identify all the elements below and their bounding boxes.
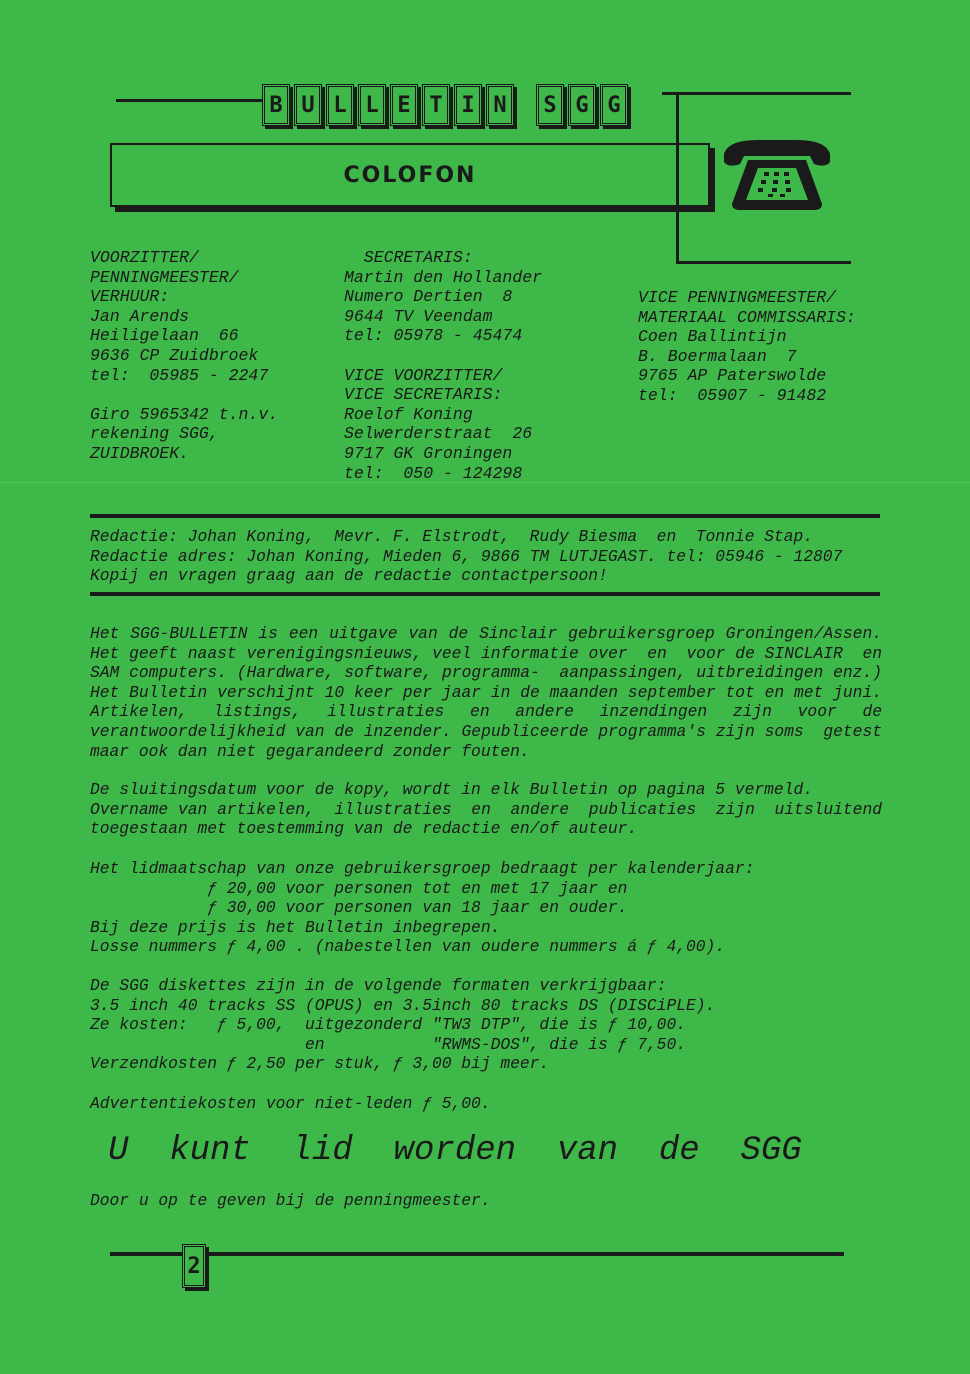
sluiting-line: Overname van artikelen, illustraties en andere publicaties zijn uitsluitend xyxy=(90,799,882,819)
intro-line: SAM computers. (Hardware, software, programma- aanpassingen, uitbreidingen enz.) xyxy=(90,663,882,683)
lidmaatschap-line: ƒ 20,00 voor personen tot en met 17 jaar en xyxy=(90,878,628,898)
join-subline xyxy=(90,1191,882,1211)
logo-letter-box: T xyxy=(422,84,450,126)
lidmaatschap-line: Losse nummers ƒ 4,00 . (nabestellen van oudere nummers á ƒ 4,00). xyxy=(90,937,726,957)
contact-line: tel: 05978 - 45474 xyxy=(344,326,523,346)
contact-line: MATERIAAL COMMISSARIS: xyxy=(638,307,856,327)
intro-line: maar ook dan niet gegarandeerd zonder fouten. xyxy=(90,741,530,761)
contact-line: VICE PENNINGMEESTER/ xyxy=(638,288,837,307)
contact-line: 9765 AP Paterswolde xyxy=(638,366,827,386)
diskettes-line: Verzendkosten ƒ 2,50 per stuk, ƒ 3,00 bij meer. xyxy=(90,1054,550,1074)
contact-line: ZUIDBROEK. xyxy=(90,443,190,463)
logo-letter-box: L xyxy=(358,84,386,126)
contact-line: tel: 05985 - 2247 xyxy=(90,365,269,385)
intro-line: Het Bulletin verschijnt 10 keer per jaar in de maanden september tot en met juni. xyxy=(90,682,882,702)
contact-line: 9644 TV Veendam xyxy=(344,306,493,326)
logo-letter-box: L xyxy=(326,84,354,126)
logo-letter-box: E xyxy=(390,84,418,126)
contact-line: Giro 5965342 t.n.v. xyxy=(90,404,279,424)
page-number: 2 xyxy=(182,1244,206,1288)
contact-line xyxy=(90,385,278,405)
diskettes-line: 3.5 inch 40 tracks SS (OPUS) en 3.5inch 80 tracks DS (DISCiPLE). xyxy=(90,995,716,1015)
sluiting-line: toegestaan met toestemming van de redactie en/of auteur. xyxy=(90,819,638,839)
contact-line: Roelof Koning xyxy=(344,404,473,424)
redactie-line: Redactie adres: Johan Koning, Mieden 6, 9866 TM LUTJEGAST. tel: 05946 - 12807 xyxy=(90,546,843,566)
contact-line: Heiligelaan 66 xyxy=(90,326,239,346)
contact-line: tel: 05907 - 91482 xyxy=(638,385,827,405)
advertentie-text: Advertentiekosten voor niet-leden ƒ 5,00. xyxy=(90,1094,491,1113)
diskettes-paragraph xyxy=(90,976,882,1074)
contact-line: rekening SGG, xyxy=(90,424,219,444)
contact-line: PENNINGMEESTER/ xyxy=(90,267,239,287)
contact-column-right xyxy=(638,288,856,406)
colofon-title: COLOFON xyxy=(343,162,477,188)
intro-line: Het SGG-BULLETIN is een uitgave van de Sinclair gebruikersgroep Groningen/Assen. xyxy=(90,624,882,643)
logo-letter-box: S xyxy=(536,84,564,126)
contact-line: VICE VOORZITTER/ xyxy=(344,365,503,385)
contact-line: Selwerderstraat 26 xyxy=(344,424,533,444)
contact-line: Martin den Hollander xyxy=(344,267,543,287)
contact-line: SECRETARIS: xyxy=(344,248,473,267)
contact-line xyxy=(344,346,542,366)
join-subtext: Door u op te geven bij de penningmeester. xyxy=(90,1191,491,1210)
diskettes-line: De SGG diskettes zijn in de volgende formaten verkrijgbaar: xyxy=(90,976,667,995)
intro-paragraph xyxy=(90,624,882,761)
lidmaatschap-line: ƒ 30,00 voor personen van 18 jaar en ouder. xyxy=(90,898,628,918)
intro-line: verantwoordelijkheid van de inzender. Gepubliceerde programma's zijn soms getest xyxy=(90,721,882,741)
logo-letter-box: B xyxy=(262,84,290,126)
divider-top xyxy=(90,514,880,518)
contact-line: Coen Ballintijn xyxy=(638,327,787,347)
contact-line: B. Boermalaan 7 xyxy=(638,346,797,366)
lidmaatschap-line: Het lidmaatschap van onze gebruikersgroep bedraagt per kalenderjaar: xyxy=(90,859,755,878)
footer-line xyxy=(110,1252,844,1256)
intro-line: Het geeft naast verenigingsnieuws, veel informatie over en voor de SINCLAIR en xyxy=(90,643,882,663)
diskettes-line: en "RWMS-DOS", die is ƒ 7,50. xyxy=(90,1034,686,1054)
diskettes-line: Ze kosten: ƒ 5,00, uitgezonderd "TW3 DTP", die is ƒ 10,00. xyxy=(90,1015,686,1035)
logo-letter-box: G xyxy=(600,84,628,126)
intro-line: Artikelen, listings, illustraties en andere inzendingen zijn voor de xyxy=(90,702,882,722)
redactie-line: Redactie: Johan Koning, Mevr. F. Elstrodt, Rudy Biesma en Tonnie Stap. xyxy=(90,527,814,546)
lidmaatschap-paragraph xyxy=(90,859,882,957)
redactie-line: Kopij en vragen graag aan de redactie contactpersoon! xyxy=(90,566,608,586)
advertentie-line xyxy=(90,1094,882,1114)
contact-line: 9717 GK Groningen xyxy=(344,443,513,463)
logo-letter-box: U xyxy=(294,84,322,126)
telephone-icon xyxy=(718,138,836,212)
logo-spacer xyxy=(518,84,532,126)
bulletin-sgg-logo xyxy=(262,84,628,126)
contact-line: VERHUUR: xyxy=(90,287,170,307)
divider-bottom xyxy=(90,592,880,596)
lidmaatschap-line: Bij deze prijs is het Bulletin inbegrepen. xyxy=(90,917,501,937)
contact-line: VICE SECRETARIS: xyxy=(344,385,503,405)
contact-line: Jan Arends xyxy=(90,306,190,326)
contact-line: 9636 CP Zuidbroek xyxy=(90,345,259,365)
redactie-block xyxy=(90,527,882,586)
contact-line: VOORZITTER/ xyxy=(90,248,199,267)
join-headline: U kunt lid worden van de SGG xyxy=(108,1132,802,1170)
logo-letter-box: I xyxy=(454,84,482,126)
sluiting-line: De sluitingsdatum voor de kopy, wordt in elk Bulletin op pagina 5 vermeld. xyxy=(90,780,814,799)
logo-letter-box: N xyxy=(486,84,514,126)
contact-line: Numero Dertien 8 xyxy=(344,287,513,307)
colofon-banner xyxy=(110,143,710,207)
contact-column-left xyxy=(90,248,278,464)
header-line-left xyxy=(116,99,262,102)
logo-letter-box: G xyxy=(568,84,596,126)
sluiting-paragraph xyxy=(90,780,882,839)
contact-line: tel: 050 - 124298 xyxy=(344,463,523,483)
contact-column-middle xyxy=(344,248,542,483)
